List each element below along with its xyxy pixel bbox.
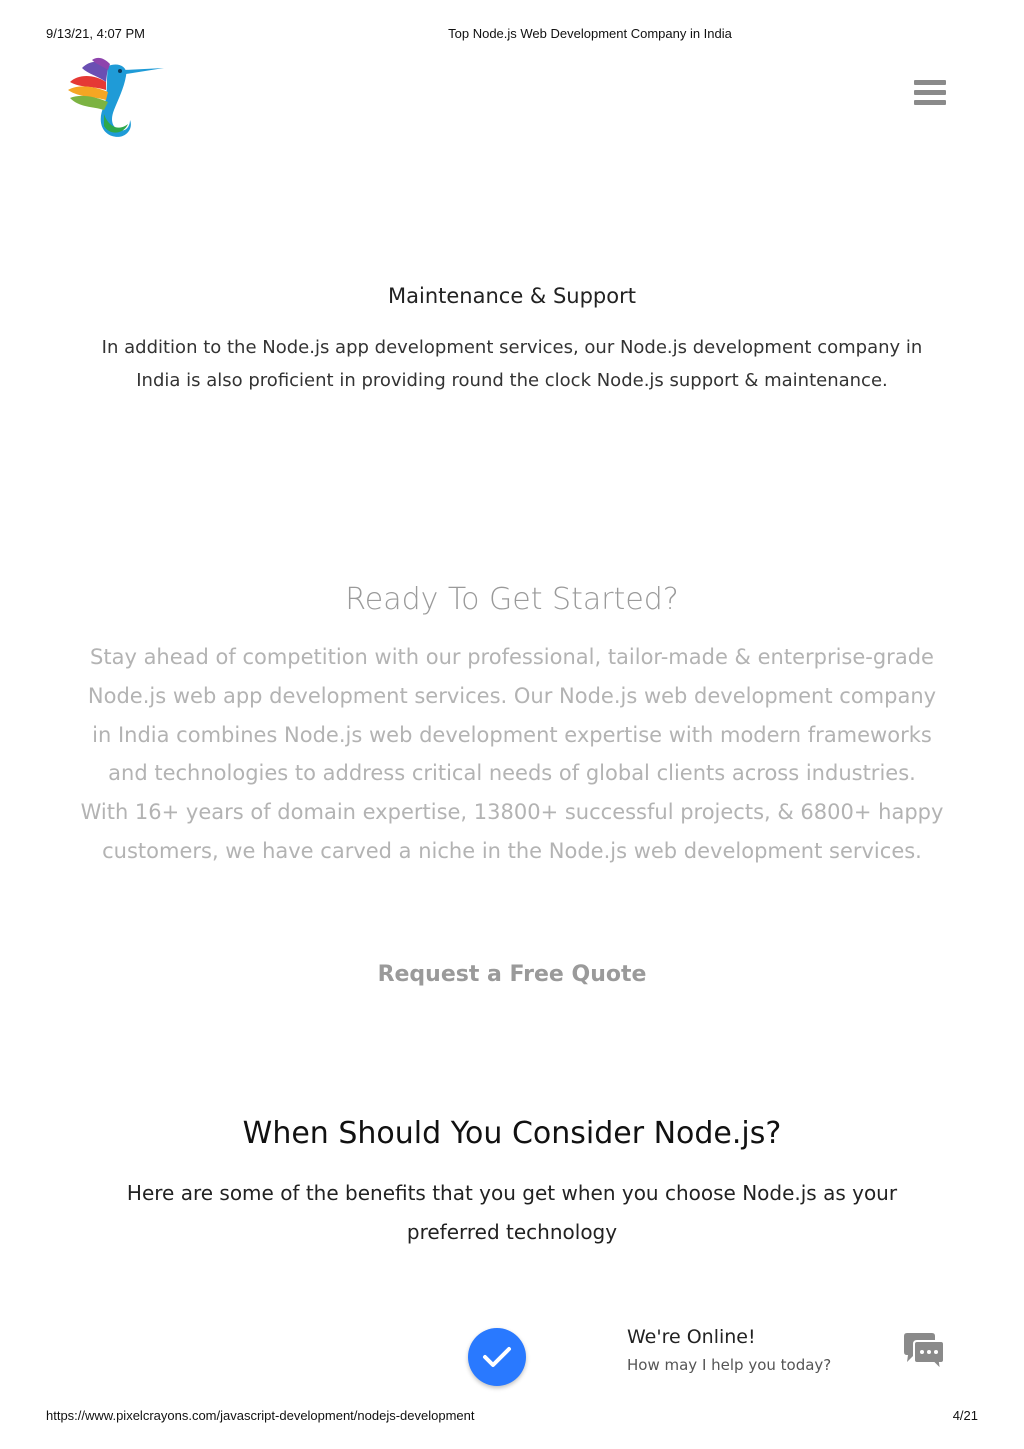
section-heading: When Should You Consider Node.js? — [242, 1116, 782, 1151]
checkmark-icon — [468, 1328, 526, 1386]
request-quote-link[interactable] — [0, 962, 1024, 987]
print-footer — [0, 1408, 1024, 1424]
chat-bubbles-icon[interactable] — [902, 1332, 946, 1372]
service-description: In addition to the Node.js app development services, our Node.js development company in India is also proficient in providing round the clock Node.js support & maintenance. — [101, 337, 923, 391]
print-url: https://www.pixelcrayons.com/javascript-development/nodejs-development — [46, 1408, 475, 1423]
chat-widget[interactable] — [620, 1324, 960, 1384]
print-header — [0, 26, 1024, 42]
hummingbird-logo-icon[interactable] — [64, 56, 168, 140]
print-datetime: 9/13/21, 4:07 PM — [46, 26, 146, 41]
cta-heading: Ready To Get Started? — [345, 582, 679, 617]
hamburger-menu-icon[interactable] — [914, 80, 946, 106]
print-page-number: 4/21 — [952, 1408, 978, 1423]
cta-paragraph-1: Stay ahead of competition with our professional, tailor-made & enterprise-grade Node.js web app development services. Our Node.js web development company in India combines Node.js web development expertise with modern frameworks and technologies to address critical needs of global clients across industries. — [87, 645, 937, 786]
section-description: Here are some of the benefits that you get when you choose Node.js as your preferred technology — [126, 1181, 898, 1244]
print-page-title: Top Node.js Web Development Company in India — [448, 26, 732, 41]
service-title: Maintenance & Support — [388, 284, 636, 308]
chat-status: We're Online! — [627, 1326, 756, 1348]
cta-description — [80, 638, 944, 871]
request-quote-label[interactable]: Request a Free Quote — [377, 962, 647, 987]
cta-paragraph-2: With 16+ years of domain expertise, 13800+ successful projects, & 6800+ happy customers, we have carved a niche in the Node.js web development services. — [80, 800, 944, 863]
chat-prompt: How may I help you today? — [627, 1356, 832, 1374]
